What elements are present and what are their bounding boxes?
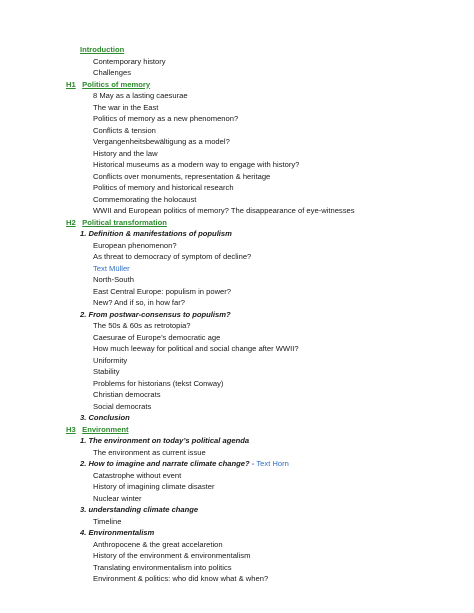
h3-heading-title: Environment (82, 424, 129, 434)
list-item: East Central Europe: populism in power? (93, 286, 232, 296)
reference-separator: - (249, 459, 257, 468)
h1-heading-title: Politics of memory (82, 79, 151, 89)
h2-heading (0, 217, 474, 229)
list-item: The 50s & 60s as retrotopia? (93, 321, 191, 330)
list-item: Conflicts & tension (93, 125, 156, 135)
intro-heading (0, 44, 474, 56)
list-item: Stability (93, 367, 120, 376)
list-item: As threat to democracy of symptom of decline? (93, 252, 252, 261)
list-item: Commemorating the holocaust (93, 194, 197, 204)
list-item: Christian democrats (93, 390, 161, 399)
list-item: North-South (93, 275, 134, 284)
h3-heading (0, 424, 474, 436)
subheading: 3. understanding climate change (80, 505, 199, 514)
text-reference-link[interactable]: Text Horn (256, 459, 289, 468)
h3-heading-number: H3 (66, 424, 76, 434)
subheading: 2. From postwar-consensus to populism? (80, 309, 231, 319)
list-item: History of the environment & environmentalism (93, 551, 251, 560)
h1-heading (0, 79, 474, 91)
outline-page (0, 44, 474, 585)
list-item: Vergangenheitsbewältigung as a model? (93, 137, 230, 146)
subheading: 4. Environmentalism (80, 528, 155, 537)
list-item: Nuclear winter (93, 493, 142, 503)
list-item: Politics of memory and historical research (93, 183, 234, 192)
subheading-with-reference (0, 458, 474, 470)
list-item: Caesurae of Europe’s democratic age (93, 332, 221, 342)
subheading: 1. Definition & manifestations of populism (80, 229, 232, 238)
subheading: 3. Conclusion (80, 413, 130, 422)
h2-heading-title: Political transformation (82, 217, 167, 227)
subheading-title: 2. How to imagine and narrate climate change? (80, 459, 250, 468)
list-item: History of imagining climate disaster (93, 482, 215, 491)
list-item: Timeline (93, 516, 122, 526)
list-item: Anthropocene & the great accelaretion (93, 539, 223, 549)
list-item: The environment as current issue (93, 447, 206, 457)
list-item: Uniformity (93, 355, 128, 365)
list-item: New? And if so, in how far? (93, 298, 186, 307)
list-item: Problems for historians (tekst Conway) (93, 378, 224, 388)
list-item: History and the law (93, 148, 158, 158)
h2-heading-number: H2 (66, 217, 76, 227)
list-item: Conflicts over monuments, representation & heritage (93, 171, 271, 181)
text-reference-link[interactable]: Text Müller (93, 263, 130, 273)
list-item: Environment & politics: who did know what & when? (93, 574, 269, 583)
list-item: WWII and European politics of memory? The disappearance of eye-witnesses (93, 206, 355, 215)
list-item: Historical museums as a modern way to engage with history? (93, 160, 300, 169)
list-item: Politics of memory as a new phenomenon? (93, 114, 239, 123)
h1-heading-number: H1 (66, 79, 76, 89)
intro-heading-title: Introduction (80, 45, 125, 54)
subheading: 1. The environment on today’s political agenda (80, 436, 250, 445)
list-item: European phenomenon? (93, 240, 177, 250)
list-item: The war in the East (93, 102, 159, 112)
list-item: Contemporary history (93, 56, 166, 66)
list-item: Translating environmentalism into politics (93, 562, 232, 572)
list-item: Challenges (93, 68, 131, 77)
list-item: How much leeway for political and social change after WWII? (93, 344, 299, 353)
list-item: 8 May as a lasting caesurae (93, 91, 188, 100)
list-item: Catastrophe without event (93, 470, 182, 480)
list-item: Social democrats (93, 401, 152, 411)
